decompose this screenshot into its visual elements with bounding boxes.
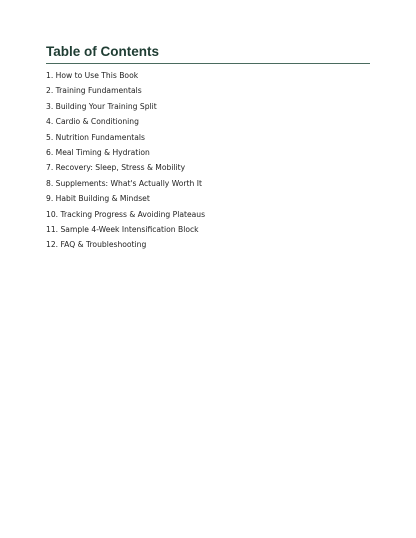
toc-entry: 1. How to Use This Book: [46, 71, 139, 80]
toc-entry: 3. Building Your Training Split: [46, 101, 157, 111]
toc-entry: 11. Sample 4-Week Intensification Block: [46, 225, 199, 235]
toc-entry: 5. Nutrition Fundamentals: [46, 132, 145, 142]
toc-list: [46, 68, 205, 253]
toc-entry: 6. Meal Timing & Hydration: [46, 148, 150, 158]
toc-entry: 9. Habit Building & Mindset: [46, 194, 150, 204]
toc-entry: 4. Cardio & Conditioning: [46, 117, 139, 127]
toc-entry: 12. FAQ & Troubleshooting: [46, 240, 147, 250]
heading-divider: [46, 63, 370, 64]
toc-entry: 10. Tracking Progress & Avoiding Plateaus: [46, 209, 206, 219]
toc-entry: 8. Supplements: What's Actually Worth It: [46, 178, 202, 188]
table-of-contents: [46, 44, 370, 250]
toc-entry: 7. Recovery: Sleep, Stress & Mobility: [46, 163, 186, 173]
toc-entry: 2. Training Fundamentals: [46, 86, 142, 96]
toc-heading: Table of Contents: [46, 44, 159, 59]
